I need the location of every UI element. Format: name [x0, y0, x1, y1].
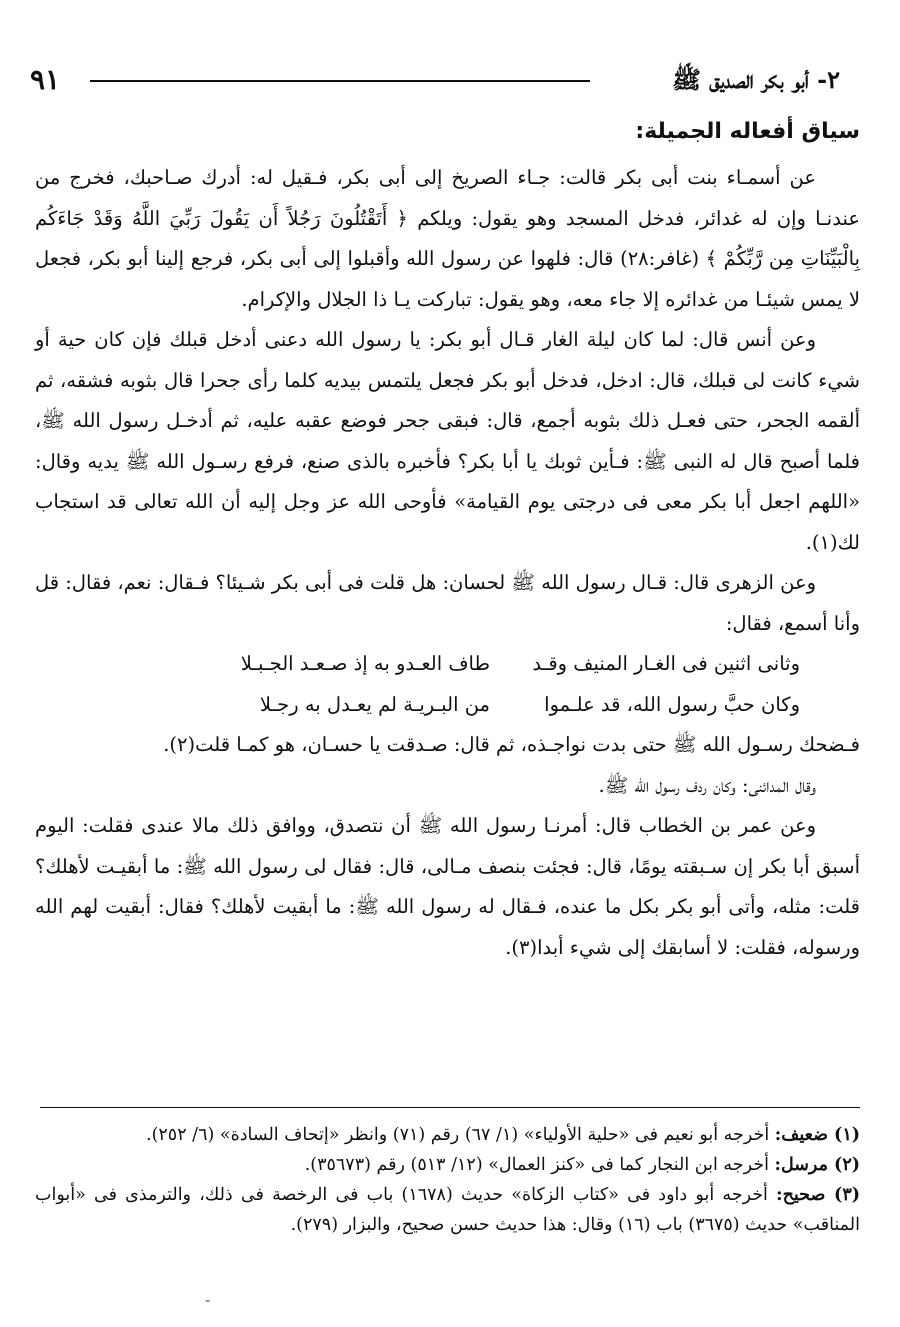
- running-title: ٢- أبو بكر الصديق ﷺ: [671, 65, 840, 94]
- footnote-tag: (١) ضعيف:: [774, 1125, 860, 1145]
- verse-first-hemistich: وكان حبَّ رسول الله، قد علـموا: [544, 692, 800, 716]
- section-heading: سياق أفعاله الجميلة:: [635, 119, 860, 144]
- footnote-text: أخرجه أبو داود فى «كتاب الزكاة» حديث (١٦٧٨) باب فى الرخصة فى ذلك، والترمذى فى «أبواب المناقب» حديث (٣٦٧٥) باب (١٦) وقال: هذا حديث حسن صحيح، والبزار (٢٧٩).: [35, 1185, 860, 1235]
- page-number: ٩١: [30, 63, 61, 96]
- bottom-mark: -: [205, 1290, 211, 1309]
- footnote: [35, 1150, 860, 1180]
- verse-second-hemistich: من البـريـة لم يعـدل به رجـلا: [259, 692, 490, 716]
- footnotes: [35, 1120, 860, 1240]
- poem-verse: [35, 644, 860, 685]
- main-text: [35, 110, 860, 968]
- paragraph-zuhri: وعن الزهرى قال: قـال رسول الله ﷺ لحسان: هل قلت فى أبى بكر شـيئا؟ فـقال: نعم، فقال: قل وأنا أسمع، فقال:: [35, 571, 860, 635]
- footnote-tag: (٣) صحيح:: [776, 1185, 861, 1205]
- paragraph-asma: عن أسمـاء بنت أبى بكر قالت: جـاء الصريخ إلى أبى بكر، فـقيل له: أدرك صـاحبك، فخرج من عندنـا وإن له غدائر، فدخل المسجد وهو يقول: ويلكم ﴿ أَتَقْتُلُونَ رَجُلاً أَن يَقُولَ رَبِّيَ اللَّهُ وَقَدْ جَاءَكُم بِالْبَيِّنَاتِ مِن رَّبِّكُمْ ﴾ (غافر:٢٨) قال: فلهوا عن رسول الله وأقبلوا إلى أبى بكر، فرجع إلينا أبو بكر، فجعل لا يمس شيئـا من غدائره إلا جاء معه، وهو يقول: تباركت يـا ذا الجلال والإكرام.: [35, 166, 860, 311]
- paragraph-madaini: وقال المدائنى: وكان ردف رسول الله ﷺ.: [598, 773, 816, 797]
- paragraph-after-poem: فـضحك رسـول الله ﷺ حتى بدت نواجـذه، ثم قال: صـدقت يا حسـان، هو كمـا قلت(٢).: [163, 733, 860, 756]
- paragraph-umar: وعن عمر بن الخطاب قال: أمرنـا رسول الله ﷺ أن نتصدق، ووافق ذلك مالا عندى فقلت: اليوم أسبق أبا بكر إن سـبقته يومًا، قال: فجئت بنصف مـالى، قال: فقال لى رسول الله ﷺ: ما أبقيـت لأهلك؟ قلت: مثله، وأتى أبو بكر بكل ما عنده، فـقال له رسول الله ﷺ: ما أبقيت لأهلك؟ فقال: أبقيت لهم الله ورسوله، فقلت: لا أسابقك إلى شيء أبدا(٣).: [35, 814, 860, 959]
- footnote: [35, 1120, 860, 1150]
- paragraph-anas: وعن أنس قال: لما كان ليلة الغار قـال أبو بكر: يا رسول الله دعنى أدخل قبلك فإن كان حية أو شيء كانت لى قبلك، قال: ادخل، فدخل أبو بكر فجعل يلتمس بيديه كلما رأى جحرا قال بثوبه فشقه، ثم ألقمه الجحر، حتى فعـل ذلك بثوبه أجمع، قال: فبقى جحر فوضع عقبه عليه، ثم أدخـل رسول الله ﷺ، فلما أصبح قال له النبى ﷺ: فـأين ثوبك يا أبا بكر؟ فأخبره بالذى صنع، فرفع رسـول الله ﷺ يديه وقال: «اللهم اجعل أبا بكر معى فى درجتى يوم القيامة» فأوحى الله عز وجل إليه أن الله تعالى قد استجاب لك(١).: [35, 328, 860, 554]
- verse-second-hemistich: طاف العـدو به إذ صـعـد الجـبـلا: [240, 652, 490, 675]
- poem-verse: [35, 685, 860, 726]
- header-rule: [90, 80, 590, 82]
- footnote-text: أخرجه أبو نعيم فى «حلية الأولياء» (١/ ٦٧) رقم (٧١) وانظر «إتحاف السادة» (٦/ ٢٥٢).: [146, 1125, 775, 1145]
- poem: [35, 644, 860, 725]
- footnote-tag: (٢) مرسل:: [774, 1155, 860, 1175]
- footnote: [35, 1180, 860, 1240]
- page-header: [30, 60, 840, 100]
- footnotes-rule: [40, 1107, 860, 1108]
- verse-first-hemistich: وثانى اثنين فى الغـار المنيف وقـد: [532, 652, 800, 675]
- footnote-text: أخرجه ابن النجار كما فى «كنز العمال» (١٢/ ٥١٣) رقم (٣٥٦٧٣).: [304, 1155, 775, 1175]
